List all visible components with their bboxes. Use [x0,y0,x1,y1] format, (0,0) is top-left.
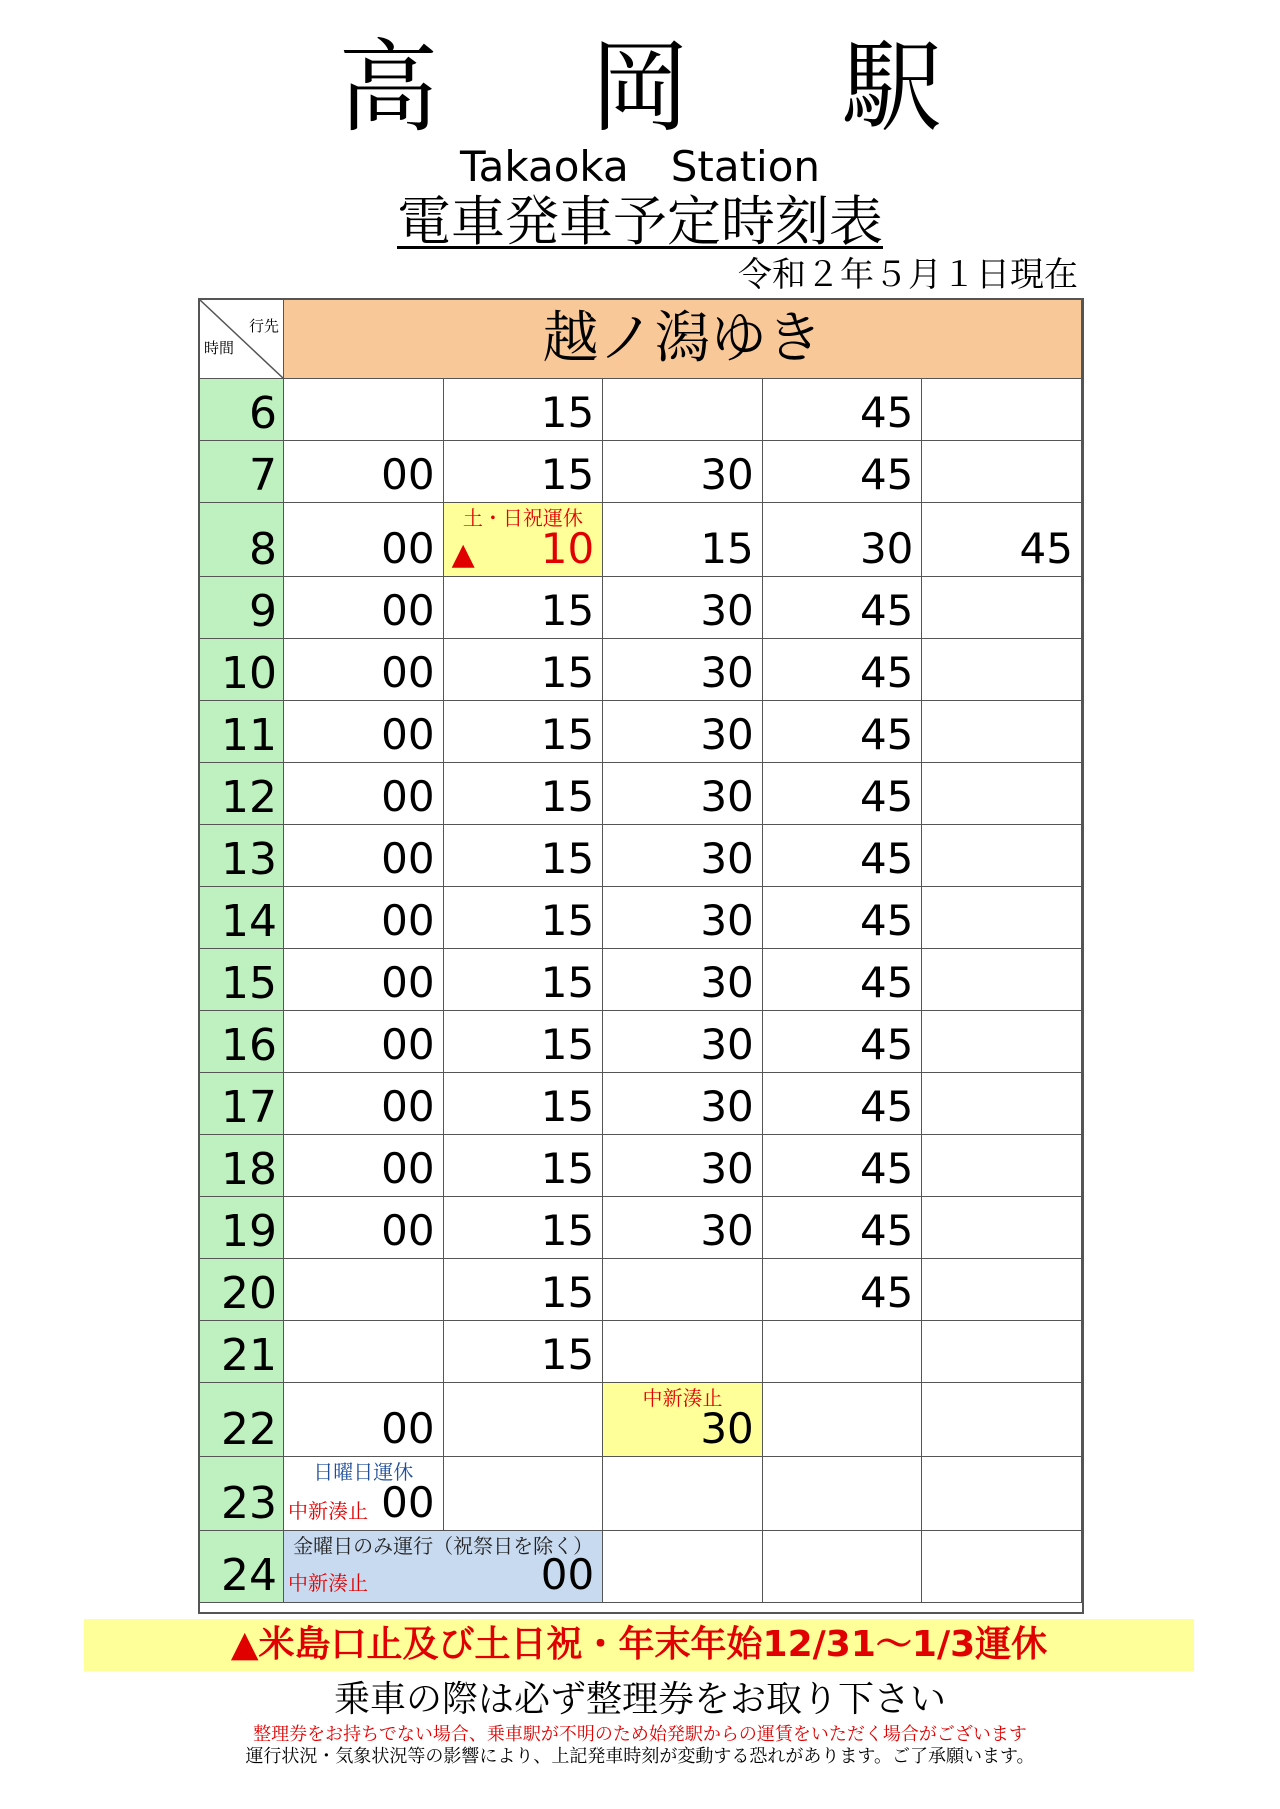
minute-cell [444,1457,604,1531]
minute-cell [763,1073,923,1135]
hour-cell: 23 [200,1457,284,1531]
minute-cell [284,825,444,887]
minute-cell [922,1321,1082,1383]
minute-cell [603,1259,763,1321]
departure-minute: 30 [700,958,754,1007]
departure-minute: 30 [859,524,914,573]
main-note: ▲米島口止及び土日祝・年末年始12/31～1/3運休 [230,1624,1048,1665]
departure-minute: 45 [859,388,914,437]
minute-cell [284,379,444,441]
minute-cell [763,1531,923,1603]
departure-minute: 30 [700,1020,754,1069]
minute-cell [284,1197,444,1259]
departure-minute: 30 [700,1206,754,1255]
minute-cell [444,441,604,503]
corner-time-label: 時間 [204,339,235,357]
cell-note: 中新湊止 [642,1386,723,1410]
departure-minute: 00 [381,958,435,1007]
minute-cell [763,949,923,1011]
minute-cell [444,887,604,949]
timetable-subtitle [0,190,1280,254]
hour-cell: 13 [200,825,284,887]
minute-cell [444,825,604,887]
departure-minute: 00 [381,1404,435,1453]
minute-cell [763,1197,923,1259]
subtitle-text: 電車発車予定時刻表 [397,190,883,253]
hour-cell: 15 [200,949,284,1011]
minute-cell [284,1321,444,1383]
hour-cell: 6 [200,379,284,441]
station-name: 高 岡 駅 [338,29,1002,146]
minute-cell [284,1011,444,1073]
minute-cell [603,1135,763,1197]
departure-minute: 00 [540,1550,595,1599]
hour-cell: 9 [200,577,284,639]
departure-minute: 10 [540,524,595,573]
hour-cell: 14 [200,887,284,949]
minute-cell [284,503,444,577]
minute-cell [922,379,1082,441]
cell-note: 日曜日運休 [313,1460,414,1484]
minute-cell [603,887,763,949]
minute-cell [922,577,1082,639]
minute-cell [922,1457,1082,1531]
departure-minute: 00 [381,1144,435,1193]
departure-minute: 00 [381,1020,435,1069]
minute-cell [444,949,604,1011]
departure-minute: 00 [381,1082,435,1131]
minute-cell [284,763,444,825]
departure-minute: 45 [859,1144,914,1193]
minute-cell [922,701,1082,763]
departure-minute: 45 [859,834,914,883]
minute-cell [603,949,763,1011]
departure-minute: 15 [700,524,754,573]
minute-cell [922,1259,1082,1321]
departure-minute: 45 [859,710,914,759]
departure-minute: 15 [540,1144,595,1193]
minute-cell [603,379,763,441]
hour-cell: 17 [200,1073,284,1135]
departure-minute: 45 [859,1268,914,1317]
departure-minute: 15 [540,710,595,759]
departure-minute: 15 [540,1206,595,1255]
departure-minute: 45 [859,1206,914,1255]
minute-cell [284,441,444,503]
departure-minute: 15 [540,586,595,635]
minute-cell [284,1135,444,1197]
hour-cell: 19 [200,1197,284,1259]
departure-minute: 30 [700,648,754,697]
minute-cell [763,503,923,577]
minute-cell [603,763,763,825]
hour-cell: 24 [200,1531,284,1603]
minute-cell [444,503,604,577]
departure-minute: 00 [381,772,435,821]
departure-minute: 30 [700,834,754,883]
minute-cell [922,763,1082,825]
minute-cell [603,1383,763,1457]
departure-minute: 00 [381,524,435,573]
departure-minute: 45 [859,1020,914,1069]
minute-cell [444,1259,604,1321]
minute-cell [922,1073,1082,1135]
minute-cell [763,825,923,887]
cell-note: 土・日祝運休 [462,506,583,530]
hour-cell: 11 [200,701,284,763]
minute-cell [284,1531,603,1603]
minute-cell [763,1321,923,1383]
departure-minute: 30 [700,1082,754,1131]
minute-cell [603,701,763,763]
minute-cell [603,1321,763,1383]
departure-minute: 00 [381,1478,435,1527]
hour-cell: 18 [200,1135,284,1197]
departure-minute: 45 [859,586,914,635]
minute-cell [922,1197,1082,1259]
departure-minute: 15 [540,958,595,1007]
cell-destination-note: 中新湊止 [288,1499,368,1523]
minute-cell [603,1073,763,1135]
cell-note: 金曜日のみ運行（祝祭日を除く） [293,1534,594,1558]
minute-cell [444,1383,604,1457]
departure-minute: 30 [700,896,754,945]
departure-minute: 00 [381,586,435,635]
departure-minute: 45 [859,958,914,1007]
hour-cell: 7 [200,441,284,503]
minute-cell [763,1011,923,1073]
minute-cell [444,701,604,763]
fare-note: 整理券をお持ちでない場合、乗車駅が不明のため始発駅からの運賃をいただく場合がございます [253,1724,1027,1745]
minute-cell [444,639,604,701]
minute-cell [603,1011,763,1073]
minute-cell [284,1073,444,1135]
departure-minute: 00 [381,648,435,697]
minute-cell [763,1135,923,1197]
departure-minute: 30 [700,772,754,821]
departure-minute: 15 [540,450,595,499]
departure-minute: 30 [700,1144,754,1193]
minute-cell [763,577,923,639]
minute-cell [603,1457,763,1531]
departure-minute: 45 [859,450,914,499]
minute-cell [763,1457,923,1531]
departure-minute: 00 [381,834,435,883]
minute-cell [444,763,604,825]
departure-minute: 00 [381,896,435,945]
minute-cell [763,639,923,701]
minute-cell [444,1197,604,1259]
minute-cell [922,887,1082,949]
minute-cell [284,1383,444,1457]
minute-cell [763,701,923,763]
ticket-note: 乗車の際は必ず整理券をお取り下さい [333,1679,946,1720]
minute-cell [444,1011,604,1073]
minute-cell [922,1135,1082,1197]
minute-cell [603,577,763,639]
minute-cell [603,1531,763,1603]
timetable [198,298,1084,1614]
minute-cell [763,887,923,949]
departure-minute: 45 [859,896,914,945]
corner-destination-label: 行先 [248,317,279,335]
minute-cell [603,1197,763,1259]
minute-cell [922,949,1082,1011]
departure-minute: 45 [1019,524,1073,573]
disclaimer-note: 運行状況・気象状況等の影響により、上記発車時刻が変動する恐れがあります。ご了承願います。 [245,1746,1035,1767]
minute-cell [922,1383,1082,1457]
departure-minute: 15 [540,1330,595,1379]
minute-cell [444,1321,604,1383]
departure-minute: 15 [540,1020,595,1069]
minute-cell [284,639,444,701]
hour-cell: 16 [200,1011,284,1073]
departure-minute: 30 [700,586,754,635]
minute-cell [284,1457,444,1531]
departure-minute: 30 [700,1404,754,1453]
departure-minute: 00 [381,450,435,499]
minute-cell [763,1259,923,1321]
minute-cell [763,441,923,503]
minute-cell [922,503,1082,577]
minute-cell [444,577,604,639]
minute-cell [444,1073,604,1135]
minute-cell [284,1259,444,1321]
departure-minute: 15 [540,772,595,821]
hour-cell: 12 [200,763,284,825]
departure-minute: 45 [859,1082,914,1131]
minute-cell [922,1531,1082,1603]
minute-cell [603,441,763,503]
departure-minute: 15 [540,1082,595,1131]
as-of-date: 令和２年５月１日現在 [738,255,1078,295]
minute-cell [603,825,763,887]
minute-cell [603,503,763,577]
minute-cell [763,763,923,825]
minute-cell [763,1383,923,1457]
minute-cell [922,639,1082,701]
corner-header [200,300,284,379]
station-name-en: Takaoka Station [459,142,821,191]
hour-cell: 21 [200,1321,284,1383]
departure-minute: 15 [540,1268,595,1317]
departure-minute: 30 [700,450,754,499]
triangle-marker-icon: ▲ [451,537,475,572]
cell-destination-note: 中新湊止 [288,1571,368,1595]
departure-minute: 00 [381,710,435,759]
minute-cell [284,949,444,1011]
minute-cell [603,639,763,701]
minute-cell [284,887,444,949]
minute-cell [922,441,1082,503]
minute-cell [444,379,604,441]
hour-cell: 10 [200,639,284,701]
departure-minute: 45 [859,772,914,821]
minute-cell [922,825,1082,887]
departure-minute: 15 [540,388,595,437]
departure-minute: 30 [700,710,754,759]
minute-cell [284,701,444,763]
minute-cell [922,1011,1082,1073]
departure-minute: 45 [859,648,914,697]
departure-minute: 00 [381,1206,435,1255]
destination-header: 越ノ潟ゆき [284,300,1082,379]
hour-cell: 20 [200,1259,284,1321]
departure-minute: 15 [540,834,595,883]
hour-cell: 8 [200,503,284,577]
departure-minute: 15 [540,896,595,945]
minute-cell [444,1135,604,1197]
minute-cell [763,379,923,441]
departure-minute: 15 [540,648,595,697]
hour-cell: 22 [200,1383,284,1457]
minute-cell [284,577,444,639]
